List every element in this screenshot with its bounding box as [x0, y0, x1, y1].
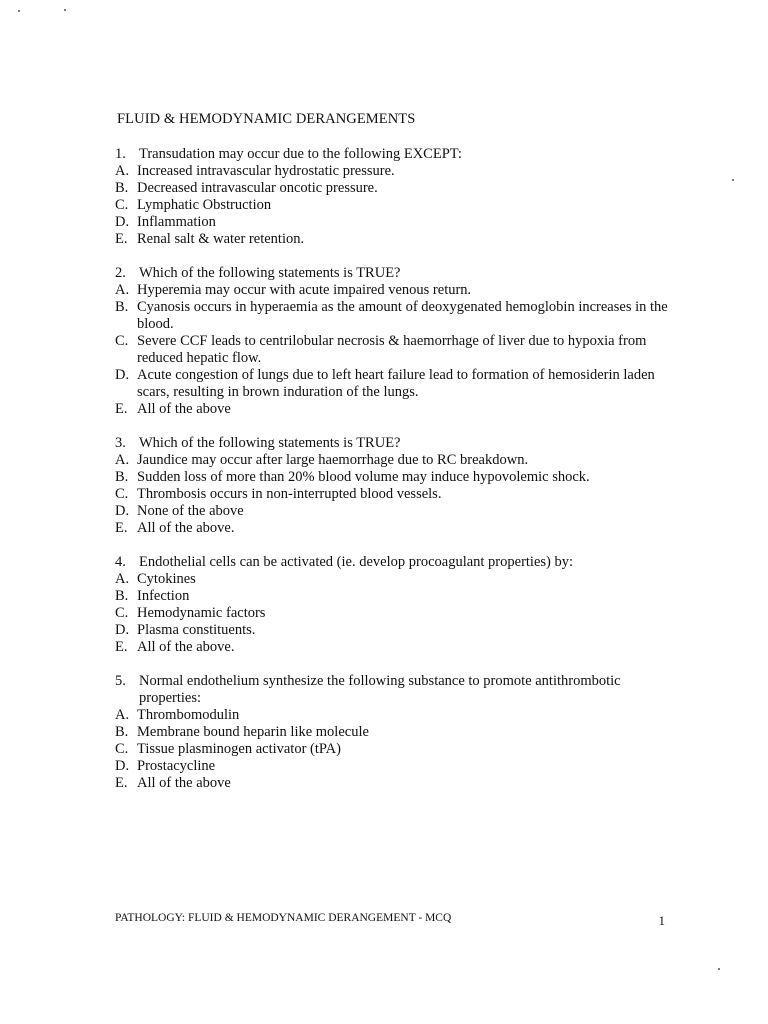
option-letter: D. [115, 214, 130, 230]
question-text: Transudation may occur due to the following EXCEPT: [139, 146, 462, 162]
option-letter: C. [115, 605, 129, 621]
answer-option [115, 401, 675, 418]
answer-option [115, 486, 675, 503]
answer-option [115, 588, 675, 605]
question-stem [115, 146, 675, 163]
answer-option [115, 180, 675, 197]
question-text: Endothelial cells can be activated (ie. develop procoagulant properties) by: [139, 554, 574, 570]
option-letter: E. [115, 520, 128, 536]
option-letter: E. [115, 639, 128, 655]
answer-option [115, 622, 675, 639]
question-number: 3. [115, 435, 126, 451]
answer-option [115, 724, 675, 741]
page-title: FLUID & HEMODYNAMIC DERANGEMENTS [117, 111, 416, 127]
scan-speck [718, 968, 720, 970]
option-letter: D. [115, 367, 130, 383]
answer-option [115, 775, 675, 792]
option-text: Cytokines [137, 571, 196, 587]
option-letter: B. [115, 469, 129, 485]
page-footer [115, 912, 665, 929]
question-number: 5. [115, 673, 126, 689]
option-text: Jaundice may occur after large haemorrhage due to RC breakdown. [137, 452, 529, 468]
option-text: Increased intravascular hydrostatic pressure. [137, 163, 395, 179]
scan-speck [732, 179, 734, 181]
answer-option [115, 163, 675, 180]
option-text: Tissue plasminogen activator (tPA) [137, 741, 341, 757]
option-text: Prostacycline [137, 758, 216, 774]
option-text: Lymphatic Obstruction [137, 197, 272, 213]
question-text: Normal endothelium synthesize the following substance to promote antithrombotic properties: [139, 673, 621, 706]
answer-option [115, 452, 675, 469]
option-letter: C. [115, 197, 129, 213]
option-text: Sudden loss of more than 20% blood volume may induce hypovolemic shock. [137, 469, 590, 485]
question-stem [115, 673, 675, 707]
scan-speck [18, 10, 20, 12]
option-letter: A. [115, 571, 130, 587]
option-text: All of the above. [137, 639, 235, 655]
answer-option [115, 231, 675, 248]
question-stem [115, 435, 675, 452]
answer-option [115, 707, 675, 724]
scan-speck [64, 9, 66, 11]
option-letter: C. [115, 333, 129, 349]
option-letter: A. [115, 282, 130, 298]
question-4 [115, 554, 675, 656]
question-5 [115, 673, 675, 792]
option-letter: D. [115, 503, 130, 519]
answer-option [115, 639, 675, 656]
option-text: Hyperemia may occur with acute impaired venous return. [137, 282, 472, 298]
question-list [115, 146, 675, 809]
answer-option [115, 741, 675, 758]
option-text: Membrane bound heparin like molecule [137, 724, 369, 740]
option-letter: B. [115, 299, 129, 315]
option-text: Hemodynamic factors [137, 605, 266, 621]
question-number: 1. [115, 146, 126, 162]
option-letter: B. [115, 588, 129, 604]
answer-option [115, 758, 675, 775]
option-letter: D. [115, 622, 130, 638]
option-text: All of the above. [137, 520, 235, 536]
option-text: Infection [137, 588, 190, 604]
answer-option [115, 299, 675, 333]
option-letter: E. [115, 231, 128, 247]
page-number: 1 [658, 913, 665, 928]
option-letter: A. [115, 452, 130, 468]
question-number: 4. [115, 554, 126, 570]
footer-text: PATHOLOGY: FLUID & HEMODYNAMIC DERANGEMENT - MCQ [115, 912, 452, 924]
answer-option [115, 214, 675, 231]
option-text: Decreased intravascular oncotic pressure. [137, 180, 378, 196]
option-text: All of the above [137, 401, 231, 417]
answer-option [115, 605, 675, 622]
option-text: Severe CCF leads to centrilobular necrosis & haemorrhage of liver due to hypoxia from reduced hepatic flow. [137, 333, 647, 366]
question-text: Which of the following statements is TRUE? [139, 435, 401, 451]
option-letter: A. [115, 707, 130, 723]
option-text: Thrombosis occurs in non-interrupted blood vessels. [137, 486, 442, 502]
option-letter: B. [115, 724, 129, 740]
question-2 [115, 265, 675, 418]
option-text: Inflammation [137, 214, 216, 230]
answer-option [115, 469, 675, 486]
option-text: Renal salt & water retention. [137, 231, 305, 247]
question-1 [115, 146, 675, 248]
question-stem [115, 554, 675, 571]
question-stem [115, 265, 675, 282]
answer-option [115, 520, 675, 537]
option-text: All of the above [137, 775, 231, 791]
option-text: Thrombomodulin [137, 707, 240, 723]
answer-option [115, 197, 675, 214]
question-3 [115, 435, 675, 537]
answer-option [115, 282, 675, 299]
option-text: Cyanosis occurs in hyperaemia as the amount of deoxygenated hemoglobin increases in the blood. [137, 299, 668, 332]
option-text: Plasma constituents. [137, 622, 256, 638]
answer-option [115, 367, 675, 401]
question-number: 2. [115, 265, 126, 281]
answer-option [115, 571, 675, 588]
answer-option [115, 503, 675, 520]
option-text: None of the above [137, 503, 244, 519]
option-letter: C. [115, 741, 129, 757]
option-letter: C. [115, 486, 129, 502]
option-text: Acute congestion of lungs due to left heart failure lead to formation of hemosiderin laden scars, resulting in brown induration of the lungs. [137, 367, 655, 400]
answer-option [115, 333, 675, 367]
option-letter: B. [115, 180, 129, 196]
question-text: Which of the following statements is TRUE? [139, 265, 401, 281]
option-letter: D. [115, 758, 130, 774]
option-letter: E. [115, 775, 128, 791]
option-letter: E. [115, 401, 128, 417]
option-letter: A. [115, 163, 130, 179]
